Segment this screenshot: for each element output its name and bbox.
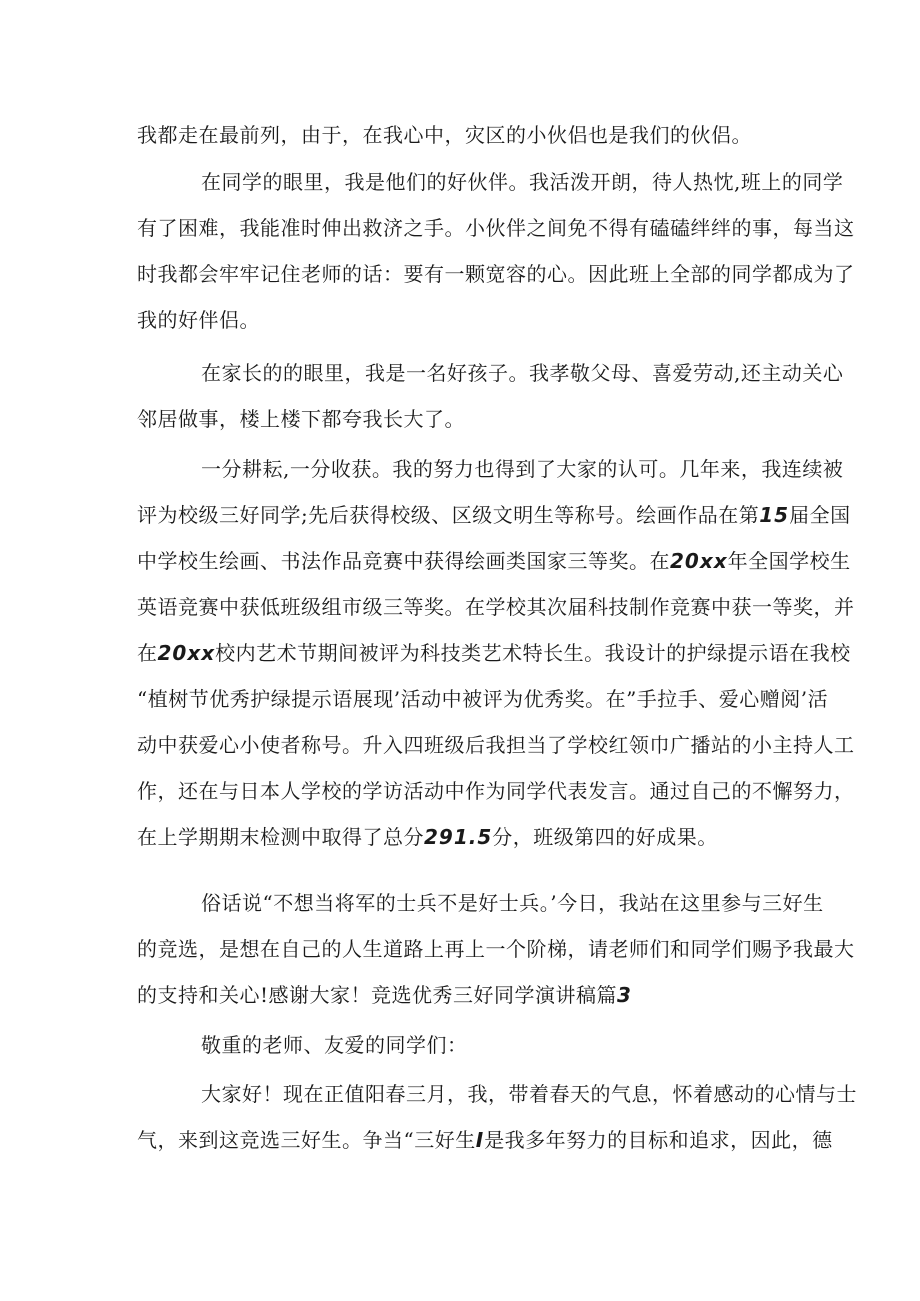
number-value: 20xx [670,549,728,573]
text-line [137,492,851,538]
text-line [137,1117,833,1163]
number-value: 20xx [157,641,216,665]
text-segment: 评为校级三好同学;先后获得校级、区级文明生等称号。绘画作品在第 [137,503,760,527]
text-line: 我的好伴侣。 [137,308,260,332]
text-line: 邻居做事，楼上楼下都夸我长大了。 [137,407,465,431]
text-line: 有了困难，我能准时伸出救济之手。小伙伴之间免不得有磕磕绊绊的事，每当这 [137,216,855,240]
text-segment: 在上学期期末检测中取得了总分 [137,825,424,849]
text-line: 在同学的眼里，我是他们的好伙伴。我活泼开朗，待人热忱,班上的同学 [201,170,844,194]
text-line: 一分耕耘,一分收获。我的努力也得到了大家的认可。几年来，我连续被 [201,457,844,481]
text-segment: 校内艺术节期间被评为科技类艺术特长生。我设计的护绿提示语在我校 [215,641,851,665]
number-value: 15 [759,503,790,527]
text-line [137,630,851,676]
paragraph-0 [137,112,791,158]
number-value: 291.5 [424,825,493,849]
text-segment: 届全国 [789,503,851,527]
text-line: 时我都会牢牢记住老师的话：要有一颗宽容的心。因此班上全部的同学都成为了 [137,262,855,286]
text-line: 我都走在最前列，由于，在我心中，灾区的小伙侣也是我们的伙侣。 [137,123,752,147]
text-segment: 分，班级第四的好成果。 [492,825,718,849]
text-segment: 在 [137,641,158,665]
text-line: 敬重的老师、友爱的同学们： [201,1033,468,1057]
text-line [137,972,791,1018]
number-value: 3 [617,983,632,1007]
text-line: 英语竞赛中获低班级组市级三等奖。在学校其次届科技制作竞赛中获一等奖，并 [137,595,855,619]
paragraph-2 [137,350,844,442]
paragraph-6 [137,1071,857,1163]
text-line: 的竞选，是想在自己的人生道路上再上一个阶梯，请老师们和同学们赐予我最大 [137,937,855,961]
text-line [137,814,791,860]
text-segment: 的支持和关心!感谢大家！竞选优秀三好同学演讲稿篇 [137,983,618,1007]
paragraph-3 [137,446,855,860]
text-line: 动中获爱心小使者称号。升入四班级后我担当了学校红领巾广播站的小主持人工 [137,733,855,757]
text-line: 在家长的的眼里，我是一名好孩子。我孝敬父母、喜爱劳动,还主动关心 [201,361,844,385]
text-line [137,538,851,584]
text-segment: 中学校生绘画、书法作品竞赛中获得绘画类国家三等奖。在 [137,549,670,573]
number-value: I [475,1128,485,1152]
paragraph-4 [137,880,855,1018]
paragraph-5 [137,1022,791,1068]
text-line: 俗话说“不想当将军的士兵不是好士兵。’今日，我站在这里参与三好生 [201,891,824,915]
text-line: 作，还在与日本人学校的学访活动中作为同学代表发言。通过自己的不懈努力， [137,779,855,803]
text-segment: 是我多年努力的目标和追求，因此，德 [484,1128,833,1152]
text-line: “植树节优秀护绿提示语展现’活动中被评为优秀奖。在”手拉手、爱心赠阅’活 [137,687,829,711]
text-segment: 气，来到这竞选三好生。争当“三好生 [137,1128,476,1152]
text-line: 大家好！现在正值阳春三月，我，带着春天的气息，怀着感动的心情与士 [201,1082,857,1106]
text-segment: 年全国学校生 [727,549,851,573]
paragraph-1 [137,159,855,343]
